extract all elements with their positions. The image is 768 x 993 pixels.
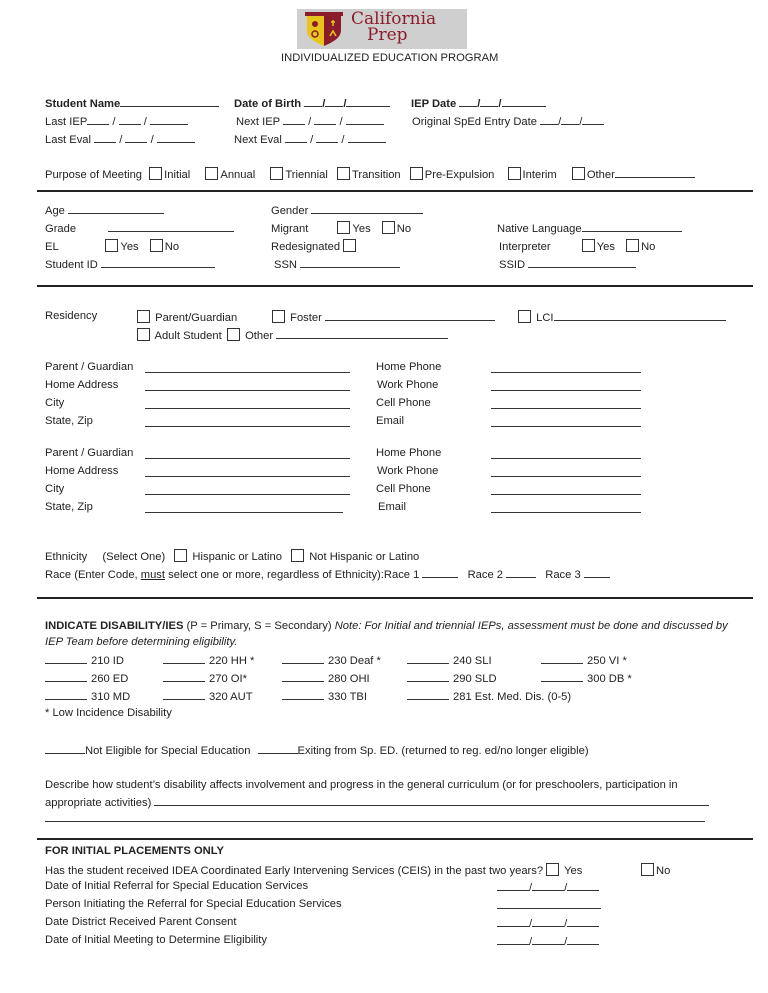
logo-line1: California	[351, 9, 437, 29]
ssn-field[interactable]: SSN	[274, 257, 400, 271]
dob-field[interactable]: Date of Birth / /	[234, 96, 390, 110]
disability-option[interactable]	[163, 689, 253, 703]
checkbox-icon[interactable]	[137, 328, 150, 341]
residency-label: Residency	[45, 310, 98, 322]
disability-label: 270 OI*	[209, 673, 247, 685]
checkbox-icon[interactable]	[270, 167, 283, 180]
checkbox-icon[interactable]	[626, 239, 639, 252]
migrant-field: Migrant Yes No	[271, 223, 412, 235]
disability-label: 300 DB *	[587, 673, 632, 685]
checkbox-icon[interactable]	[546, 863, 559, 876]
school-logo	[297, 9, 467, 49]
race2-field[interactable]	[506, 567, 536, 578]
disability-option[interactable]	[541, 653, 627, 667]
checkbox-icon[interactable]	[508, 167, 521, 180]
logo-line2: Prep	[367, 25, 408, 45]
residency-parent-guardian[interactable]: Parent/Guardian	[137, 310, 237, 324]
grade-field[interactable]: Grade	[45, 221, 234, 235]
next-iep-field[interactable]: Next IEP / /	[236, 114, 384, 128]
checkbox-icon[interactable]	[291, 549, 304, 562]
disability-option[interactable]	[163, 653, 254, 667]
interpreter-no[interactable]: No	[626, 241, 655, 253]
meeting-date-field[interactable]: / /	[497, 934, 599, 948]
disability-blank[interactable]	[163, 653, 205, 664]
checkbox-icon[interactable]	[105, 239, 118, 252]
last-eval-field[interactable]: Last Eval / /	[45, 132, 195, 146]
checkbox-icon[interactable]	[343, 239, 356, 252]
ceis-question: Has the student received IDEA Coordinated Early Intervening Services (CEIS) in the past two years? Yes	[45, 865, 583, 877]
disability-blank[interactable]	[163, 671, 205, 682]
disability-label: 281 Est. Med. Dis. (0-5)	[453, 691, 572, 703]
disability-blank[interactable]	[282, 671, 324, 682]
checkbox-icon[interactable]	[641, 863, 654, 876]
meeting-date-label: Date of Initial Meeting to Determine Eligibility	[45, 934, 267, 946]
purpose-interim[interactable]: Interim	[508, 169, 557, 181]
purpose-pre-expulsion[interactable]: Pre-Expulsion	[410, 169, 495, 181]
checkbox-icon[interactable]	[410, 167, 423, 180]
not-eligible-field[interactable]	[45, 743, 85, 754]
g2-parent-guardian[interactable]: Parent / Guardian	[45, 447, 134, 459]
disability-option[interactable]	[45, 653, 124, 667]
iep-date-field[interactable]: IEP Date / /	[411, 96, 546, 110]
disability-blank[interactable]	[45, 653, 87, 664]
purpose-triennial[interactable]: Triennial	[270, 169, 328, 181]
disability-blank[interactable]	[407, 689, 449, 700]
disability-option[interactable]	[282, 671, 370, 685]
gender-field[interactable]: Gender	[271, 203, 423, 217]
race1-field[interactable]	[422, 567, 458, 578]
el-yes[interactable]: Yes	[105, 241, 138, 253]
el-field: EL Yes No	[45, 241, 180, 253]
disability-label: 320 AUT	[209, 691, 253, 703]
purpose-other[interactable]: Other	[572, 169, 695, 181]
g1-cell-phone[interactable]: Cell Phone	[376, 397, 431, 409]
disability-blank[interactable]	[45, 689, 87, 700]
g2-home-phone[interactable]: Home Phone	[376, 447, 442, 459]
referral-date-field[interactable]: / /	[497, 880, 599, 894]
disability-option[interactable]	[163, 671, 247, 685]
section-divider	[37, 838, 753, 840]
disability-blank[interactable]	[541, 671, 583, 682]
g1-state-zip[interactable]: State, Zip	[45, 415, 93, 427]
section-divider	[37, 190, 753, 192]
disability-label: 230 Deaf *	[328, 655, 381, 667]
residency-lci[interactable]: LCI	[518, 310, 726, 324]
ssid-field[interactable]: SSID	[499, 257, 636, 271]
g2-home-address[interactable]: Home Address	[45, 465, 119, 477]
purpose-transition[interactable]: Transition	[337, 169, 401, 181]
disability-option[interactable]	[541, 671, 632, 685]
student-id-field[interactable]: Student ID	[45, 257, 215, 271]
migrant-yes[interactable]: Yes	[337, 223, 370, 235]
checkbox-icon[interactable]	[174, 549, 187, 562]
purpose-annual[interactable]: Annual	[205, 169, 255, 181]
disability-label: 220 HH *	[209, 655, 255, 667]
disability-label: 250 VI *	[587, 655, 627, 667]
race3-field[interactable]	[584, 567, 610, 578]
checkbox-icon[interactable]	[518, 310, 531, 323]
shield-icon	[305, 12, 343, 46]
last-iep-field[interactable]: Last IEP / /	[45, 114, 188, 128]
purpose-initial[interactable]: Initial	[149, 169, 190, 181]
g1-work-phone[interactable]: Work Phone	[377, 379, 439, 391]
g2-cell-phone[interactable]: Cell Phone	[376, 483, 431, 495]
checkbox-icon[interactable]	[149, 167, 162, 180]
disability-label: 290 SLD	[453, 673, 497, 685]
checkbox-icon[interactable]	[337, 167, 350, 180]
section-divider	[37, 597, 753, 599]
disability-option[interactable]	[407, 689, 571, 703]
g2-email[interactable]: Email	[378, 501, 406, 513]
redesignated-field: Redesignated	[271, 239, 358, 253]
orig-sped-entry-field[interactable]: Original SpEd Entry Date / /	[412, 114, 604, 128]
page-title: INDIVIDUALIZED EDUCATION PROGRAM	[281, 52, 499, 64]
disability-note: IEP Team before determining eligibility.	[45, 636, 238, 648]
checkbox-icon[interactable]	[582, 239, 595, 252]
disability-option[interactable]	[45, 671, 128, 685]
g1-home-address[interactable]: Home Address	[45, 379, 119, 391]
describe-field-line2[interactable]	[45, 811, 705, 825]
migrant-no[interactable]: No	[382, 223, 411, 235]
person-initiating-field[interactable]	[497, 898, 601, 912]
disability-blank[interactable]	[282, 653, 324, 664]
g1-home-phone[interactable]: Home Phone	[376, 361, 442, 373]
g2-city[interactable]: City	[45, 483, 65, 495]
disability-blank[interactable]	[163, 689, 205, 700]
checkbox-icon[interactable]	[382, 221, 395, 234]
checkbox-icon[interactable]	[572, 167, 585, 180]
residency-adult-student[interactable]: Adult Student	[137, 328, 222, 342]
disability-blank[interactable]	[282, 689, 324, 700]
purpose-of-meeting: Purpose of Meeting Initial Annual Triennial Transition Pre-Expulsion Interim Other	[45, 167, 695, 181]
disability-blank[interactable]	[407, 671, 449, 682]
checkbox-icon[interactable]	[337, 221, 350, 234]
checkbox-icon[interactable]	[137, 310, 150, 323]
disability-label: 260 ED	[91, 673, 129, 685]
consent-date-field[interactable]: / /	[497, 916, 599, 930]
g2-state-zip[interactable]: State, Zip	[45, 501, 93, 513]
checkbox-icon[interactable]	[272, 310, 285, 323]
next-eval-field[interactable]: Next Eval / /	[234, 132, 386, 146]
g1-city[interactable]: City	[45, 397, 65, 409]
age-field[interactable]: Age	[45, 203, 164, 217]
section-divider	[37, 285, 753, 287]
disability-option[interactable]	[45, 689, 130, 703]
disability-label: 330 TBI	[328, 691, 367, 703]
disability-label: 310 MD	[91, 691, 131, 703]
student-name-field[interactable]: Student Name	[45, 96, 219, 110]
describe-field[interactable]: appropriate activities)	[45, 795, 709, 809]
ceis-yes[interactable]: Yes	[546, 865, 582, 877]
disability-option[interactable]	[282, 653, 381, 667]
disability-blank[interactable]	[45, 671, 87, 682]
race-row: Race (Enter Code, must select one or more, regardless of Ethnicity):Race 1 Race 2 Race 3	[45, 567, 610, 581]
person-initiating-label: Person Initiating the Referral for Special Education Services	[45, 898, 342, 910]
disability-option[interactable]	[407, 653, 492, 667]
consent-date-label: Date District Received Parent Consent	[45, 916, 237, 928]
interpreter-yes[interactable]: Yes	[582, 241, 615, 253]
checkbox-icon[interactable]	[227, 328, 240, 341]
disability-label: 240 SLI	[453, 655, 492, 667]
ethnicity-hispanic[interactable]: Hispanic or Latino	[174, 551, 282, 563]
el-no[interactable]: No	[150, 241, 179, 253]
residency-other[interactable]: Other	[227, 328, 448, 342]
initial-placements-heading: FOR INITIAL PLACEMENTS ONLY	[45, 845, 225, 857]
checkbox-icon[interactable]	[205, 167, 218, 180]
exiting-field[interactable]	[258, 743, 298, 754]
ethnicity-not-hispanic[interactable]: Not Hispanic or Latino	[291, 551, 419, 563]
low-incidence-footnote: * Low Incidence Disability	[45, 707, 172, 719]
ethnicity-row: Ethnicity (Select One) Hispanic or Latino Not Hispanic or Latino	[45, 551, 420, 563]
disability-blank[interactable]	[541, 653, 583, 664]
residency-foster[interactable]: Foster	[272, 310, 495, 324]
disability-heading: INDICATE DISABILITY/IES (P = Primary, S = Secondary) Note: For Initial and triennial IEPs, assessment must be done and discussed by	[45, 620, 728, 632]
g1-parent-guardian[interactable]: Parent / Guardian	[45, 361, 134, 373]
interpreter-field: Interpreter Yes No	[499, 241, 656, 253]
eligibility-row: Not Eligible for Special Education Exiting from Sp. ED. (returned to reg. ed/no longer eligible)	[45, 743, 589, 757]
disability-label: 280 OHI	[328, 673, 370, 685]
describe-prompt: Describe how student’s disability affects involvement and progress in the general curriculum (or for preschoolers, participation in	[45, 779, 678, 791]
g1-email[interactable]: Email	[376, 415, 404, 427]
g2-work-phone[interactable]: Work Phone	[377, 465, 439, 477]
disability-label: 210 ID	[91, 655, 124, 667]
referral-date-label: Date of Initial Referral for Special Education Services	[45, 880, 309, 892]
disability-blank[interactable]	[407, 653, 449, 664]
checkbox-icon[interactable]	[150, 239, 163, 252]
ceis-no[interactable]: No	[641, 863, 670, 877]
native-language-field[interactable]: Native Language	[497, 221, 682, 235]
disability-option[interactable]	[282, 689, 367, 703]
disability-option[interactable]	[407, 671, 497, 685]
